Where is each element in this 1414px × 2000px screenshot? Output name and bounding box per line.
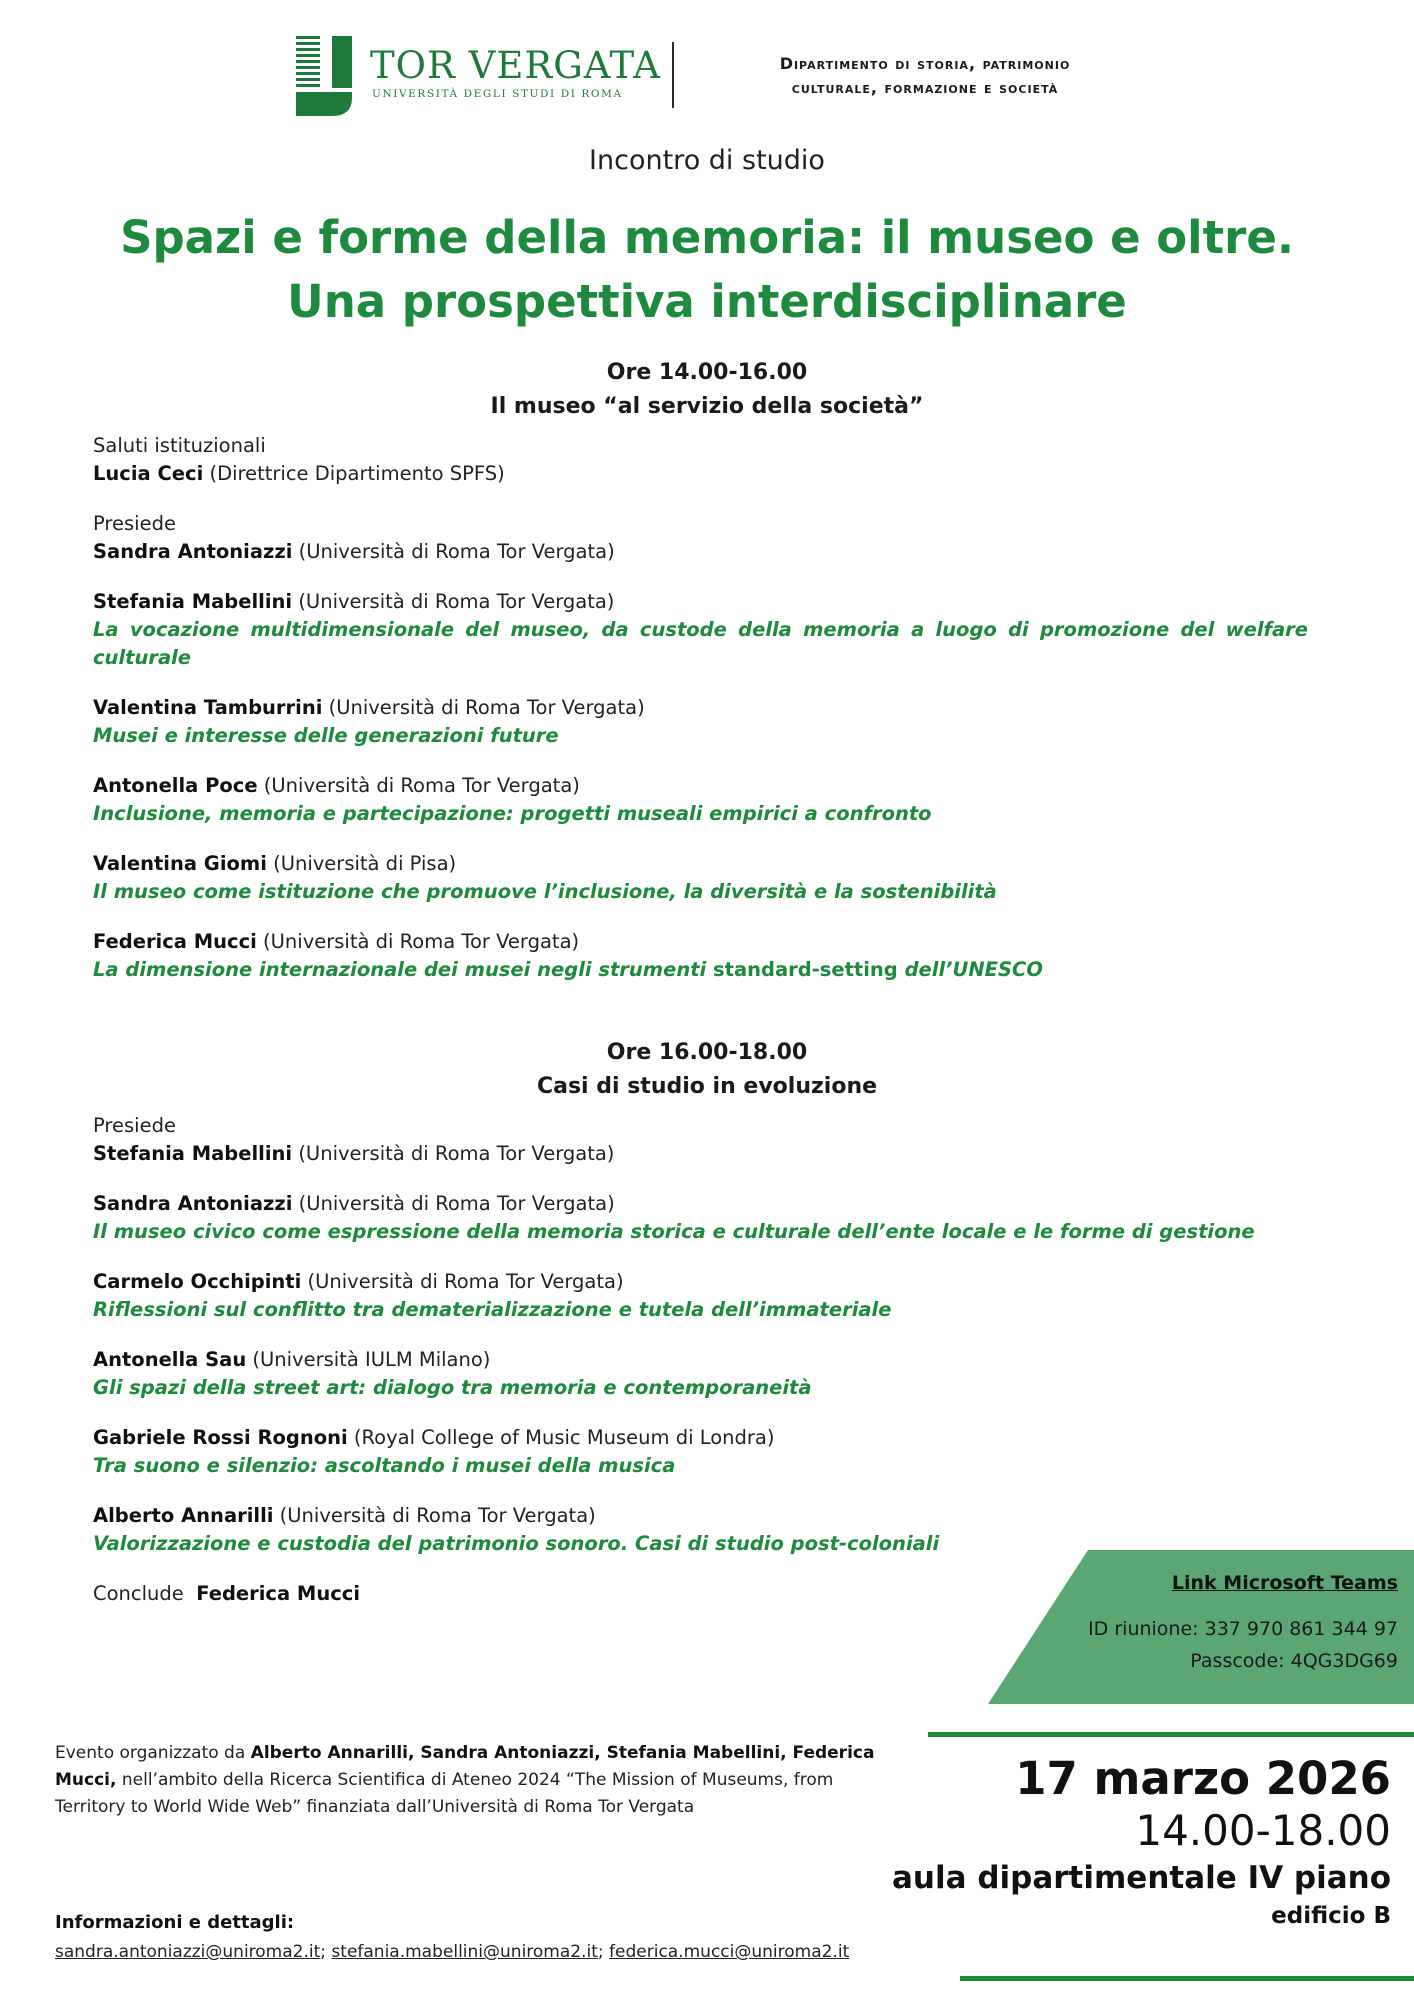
department-line-2: culturale, formazione e società (791, 78, 1059, 97)
footer-bottom-rule (960, 1976, 1414, 1981)
session-1-time: Ore 14.00-16.00 (606, 360, 808, 385)
email-link[interactable]: stefania.mabellini@uniroma2.it (331, 1942, 598, 1962)
organizers-detail: nell’ambito della Ricerca Scientifica di Ateneo 2024 “The Mission of Museums, from Territory to World Wide Web” finanziata dall’Università di Roma Tor Vergata (55, 1770, 834, 1817)
footer-top-rule (928, 1732, 1414, 1737)
event-title-line-2: Una prospettiva interdisciplinare (287, 275, 1127, 328)
info-heading: Informazioni e dettagli: (55, 1912, 295, 1933)
speaker-affiliation: (Università di Roma Tor Vergata) (257, 774, 580, 797)
speaker-name: Federica Mucci (196, 1582, 361, 1605)
event-title (0, 206, 1414, 334)
email-link[interactable]: federica.mucci@uniroma2.it (609, 1942, 850, 1962)
talk-title: Riflessioni sul conflitto tra dematerializzazione e tutela dell’immateriale (93, 1298, 892, 1321)
teams-passcode: Passcode: 4QG3DG69 (1190, 1650, 1398, 1672)
session-2-time: Ore 16.00-18.00 (606, 1040, 808, 1065)
speaker-name: Lucia Ceci (93, 462, 204, 485)
talk-title-term: standard-setting (713, 958, 898, 981)
teams-meeting-id: ID riunione: 337 970 861 344 97 (1088, 1618, 1398, 1640)
speaker-affiliation: (Università di Roma Tor Vergata) (301, 1270, 624, 1293)
speaker-affiliation: (Università IULM Milano) (246, 1348, 491, 1371)
talk-title: Valorizzazione e custodia del patrimonio sonoro. Casi di studio post-coloniali (93, 1532, 940, 1555)
talk-title: Gli spazi della street art: dialogo tra memoria e contemporaneità (93, 1376, 812, 1399)
session-2-header (0, 1036, 1414, 1104)
speaker-name: Sandra Antoniazzi (93, 1192, 293, 1215)
speaker-name: Carmelo Occhipinti (93, 1270, 302, 1293)
speaker-affiliation: (Università di Roma Tor Vergata) (256, 930, 580, 953)
chair-label: Presiede (93, 1114, 176, 1137)
talk-title (93, 956, 1308, 984)
speaker-affiliation: (Direttrice Dipartimento SPFS) (203, 462, 505, 485)
logo-subtitle: UNIVERSITÀ DEGLI STUDI DI ROMA (372, 88, 623, 100)
event-room: aula dipartimentale IV piano (892, 1860, 1391, 1896)
talk (93, 1190, 1308, 1246)
talk-speaker (93, 588, 1308, 616)
speaker-name: Stefania Mabellini (93, 590, 293, 613)
logo-name: TOR VERGATA (370, 44, 661, 87)
talk-speaker (93, 1268, 1308, 1296)
talk-title-part: La dimensione internazionale dei musei negli strumenti (93, 958, 714, 981)
greetings-speaker (93, 460, 1308, 488)
talk-speaker (93, 1424, 1308, 1452)
talk-speaker (93, 772, 1308, 800)
talk (93, 772, 1308, 828)
speaker-affiliation: (Università di Roma Tor Vergata) (273, 1504, 596, 1527)
talk-speaker (93, 850, 1308, 878)
session-1-program (93, 432, 1308, 1006)
chair-speaker (93, 1140, 1308, 1168)
talk-title: Inclusione, memoria e partecipazione: progetti museali empirici a confronto (93, 802, 932, 825)
speaker-name: Antonella Poce (93, 774, 258, 797)
chair (93, 1112, 1308, 1168)
department-name (690, 52, 1160, 100)
speaker-name: Stefania Mabellini (93, 1142, 293, 1165)
speaker-name: Alberto Annarilli (93, 1504, 274, 1527)
speaker-affiliation: (Università di Roma Tor Vergata) (322, 696, 645, 719)
speaker-affiliation: (Università di Roma Tor Vergata) (292, 540, 615, 563)
talk (93, 850, 1308, 906)
event-date: 17 marzo 2026 (1015, 1752, 1391, 1805)
header-divider (672, 42, 674, 108)
event-time: 14.00-18.00 (1135, 1806, 1391, 1855)
chair (93, 510, 1308, 566)
session-1-header (0, 356, 1414, 424)
talk (93, 1268, 1308, 1324)
speaker-affiliation: (Università di Roma Tor Vergata) (292, 1142, 615, 1165)
conclude-label: Conclude (93, 1582, 184, 1605)
event-building: edificio B (1271, 1903, 1391, 1929)
talk-speaker (93, 1190, 1308, 1218)
speaker-affiliation: (Università di Pisa) (266, 852, 457, 875)
university-logo-icon (296, 36, 358, 116)
organizers-note (55, 1740, 895, 1821)
chair-speaker (93, 538, 1308, 566)
talk-title: Il museo civico come espressione della memoria storica e culturale dell’ente locale e le forme di gestione (93, 1220, 1255, 1243)
talk-speaker (93, 1346, 1308, 1374)
talk-speaker (93, 694, 1308, 722)
speaker-name: Federica Mucci (93, 930, 257, 953)
greetings-label: Saluti istituzionali (93, 434, 266, 457)
talk-title-part: dell’UNESCO (897, 958, 1043, 981)
speaker-name: Gabriele Rossi Rognoni (93, 1426, 348, 1449)
talk-speaker (93, 928, 1308, 956)
greetings (93, 432, 1308, 488)
speaker-name: Valentina Giomi (93, 852, 267, 875)
email-link[interactable]: sandra.antoniazzi@uniroma2.it (55, 1942, 321, 1962)
session-1-theme: Il museo “al servizio della società” (490, 394, 924, 419)
session-2-theme: Casi di studio in evoluzione (536, 1074, 878, 1099)
teams-link[interactable]: Link Microsoft Teams (1171, 1572, 1398, 1594)
event-type: Incontro di studio (589, 145, 825, 176)
talk-title: Il museo come istituzione che promuove l’inclusione, la diversità e la sostenibilità (93, 880, 997, 903)
event-title-line-1: Spazi e forme della memoria: il museo e oltre. (120, 211, 1294, 264)
speaker-affiliation: (Royal College of Music Museum di Londra) (347, 1426, 775, 1449)
speaker-name: Antonella Sau (93, 1348, 247, 1371)
talk (93, 928, 1308, 984)
talk (93, 1424, 1308, 1480)
talk-title: Musei e interesse delle generazioni future (93, 724, 559, 747)
speaker-affiliation: (Università di Roma Tor Vergata) (292, 1192, 615, 1215)
talk-speaker (93, 1502, 1308, 1530)
email-separator: ; (320, 1942, 332, 1962)
email-separator: ; (597, 1942, 610, 1962)
organizers-names: Alberto Annarilli, Sandra Antoniazzi, Stefania Mabellini, Federica Mucci, (55, 1743, 875, 1790)
talk-title: Tra suono e silenzio: ascoltando i musei della musica (93, 1454, 676, 1477)
contact-emails (55, 1942, 849, 1962)
speaker-name: Valentina Tamburrini (93, 696, 323, 719)
department-line-1: Dipartimento di storia, patrimonio (779, 54, 1071, 73)
organizers-prefix: Evento organizzato da (55, 1743, 251, 1763)
talk-title: La vocazione multidimensionale del museo, da custode della memoria a luogo di promozione del welfare culturale (93, 618, 1308, 669)
talk (93, 694, 1308, 750)
speaker-name: Sandra Antoniazzi (93, 540, 293, 563)
talk (93, 1346, 1308, 1402)
talk (93, 588, 1308, 672)
speaker-affiliation: (Università di Roma Tor Vergata) (292, 590, 615, 613)
chair-label: Presiede (93, 512, 176, 535)
